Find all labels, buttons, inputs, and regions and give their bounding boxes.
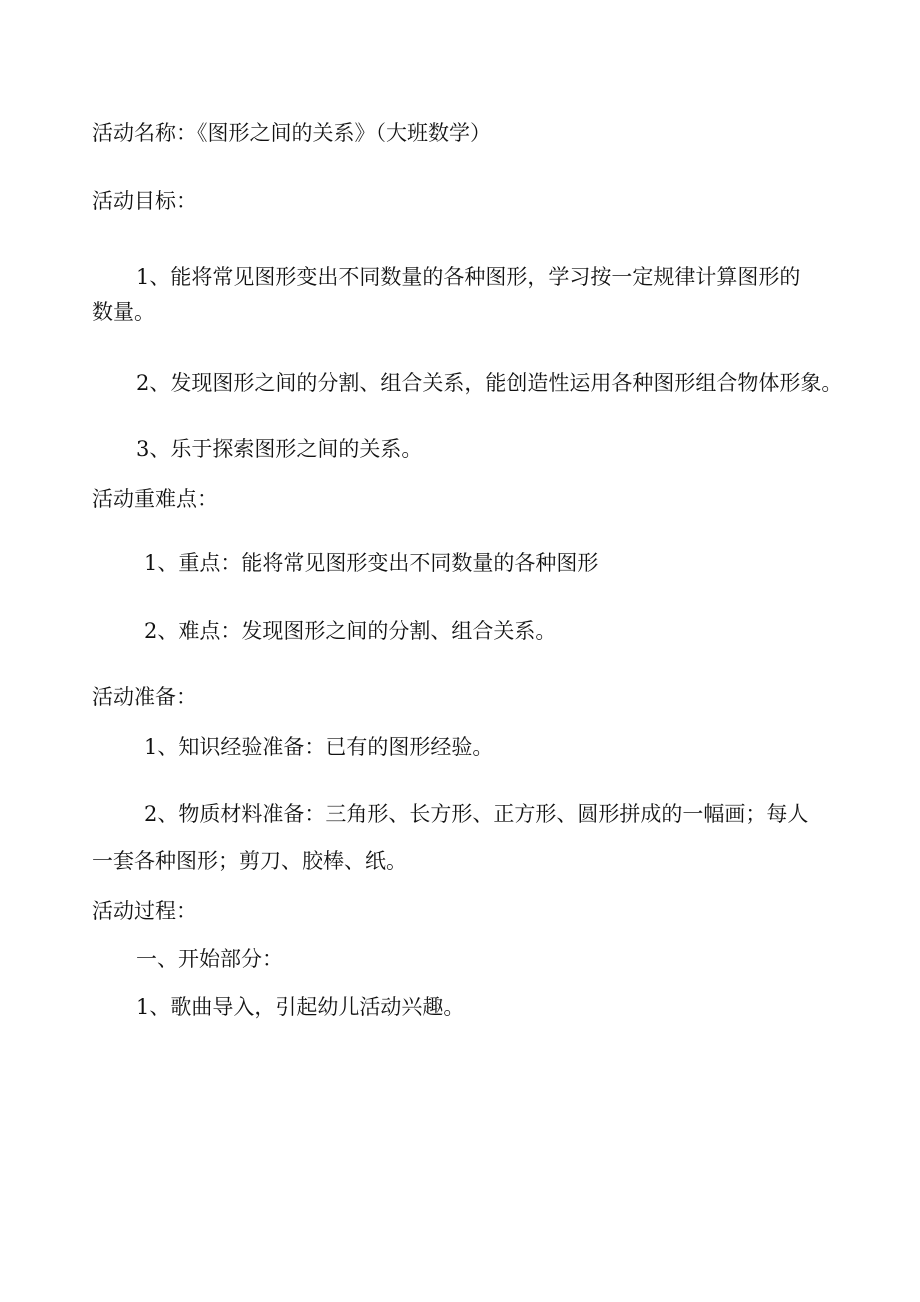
process-heading: 活动过程：: [92, 899, 197, 923]
process-step-1: 1、歌曲导入，引起幼儿活动兴趣。: [136, 995, 465, 1019]
goal-1-line-2: 数量。: [92, 300, 155, 324]
goals-heading: 活动目标：: [92, 189, 197, 213]
prep-heading: 活动准备：: [92, 685, 197, 709]
process-part-1: 一、开始部分：: [136, 947, 283, 971]
goal-2: 2、发现图形之间的分割、组合关系，能创造性运用各种图形组合物体形象。: [136, 371, 843, 395]
prep-1: 1、知识经验准备：已有的图形经验。: [144, 735, 494, 759]
activity-title: 活动名称：《图形之间的关系》（大班数学）: [92, 121, 491, 145]
key-point-1: 1、重点：能将常见图形变出不同数量的各种图形: [144, 551, 599, 575]
goal-1-line-1: 1、能将常见图形变出不同数量的各种图形，学习按一定规律计算图形的: [136, 265, 801, 289]
goal-3: 3、乐于探索图形之间的关系。: [136, 437, 423, 461]
prep-2-line-2: 一套各种图形；剪刀、胶棒、纸。: [92, 849, 407, 873]
key-point-2: 2、难点：发现图形之间的分割、组合关系。: [144, 619, 557, 643]
key-points-heading: 活动重难点：: [92, 487, 218, 511]
prep-2-line-1: 2、物质材料准备：三角形、长方形、正方形、圆形拼成的一幅画；每人: [144, 802, 809, 826]
